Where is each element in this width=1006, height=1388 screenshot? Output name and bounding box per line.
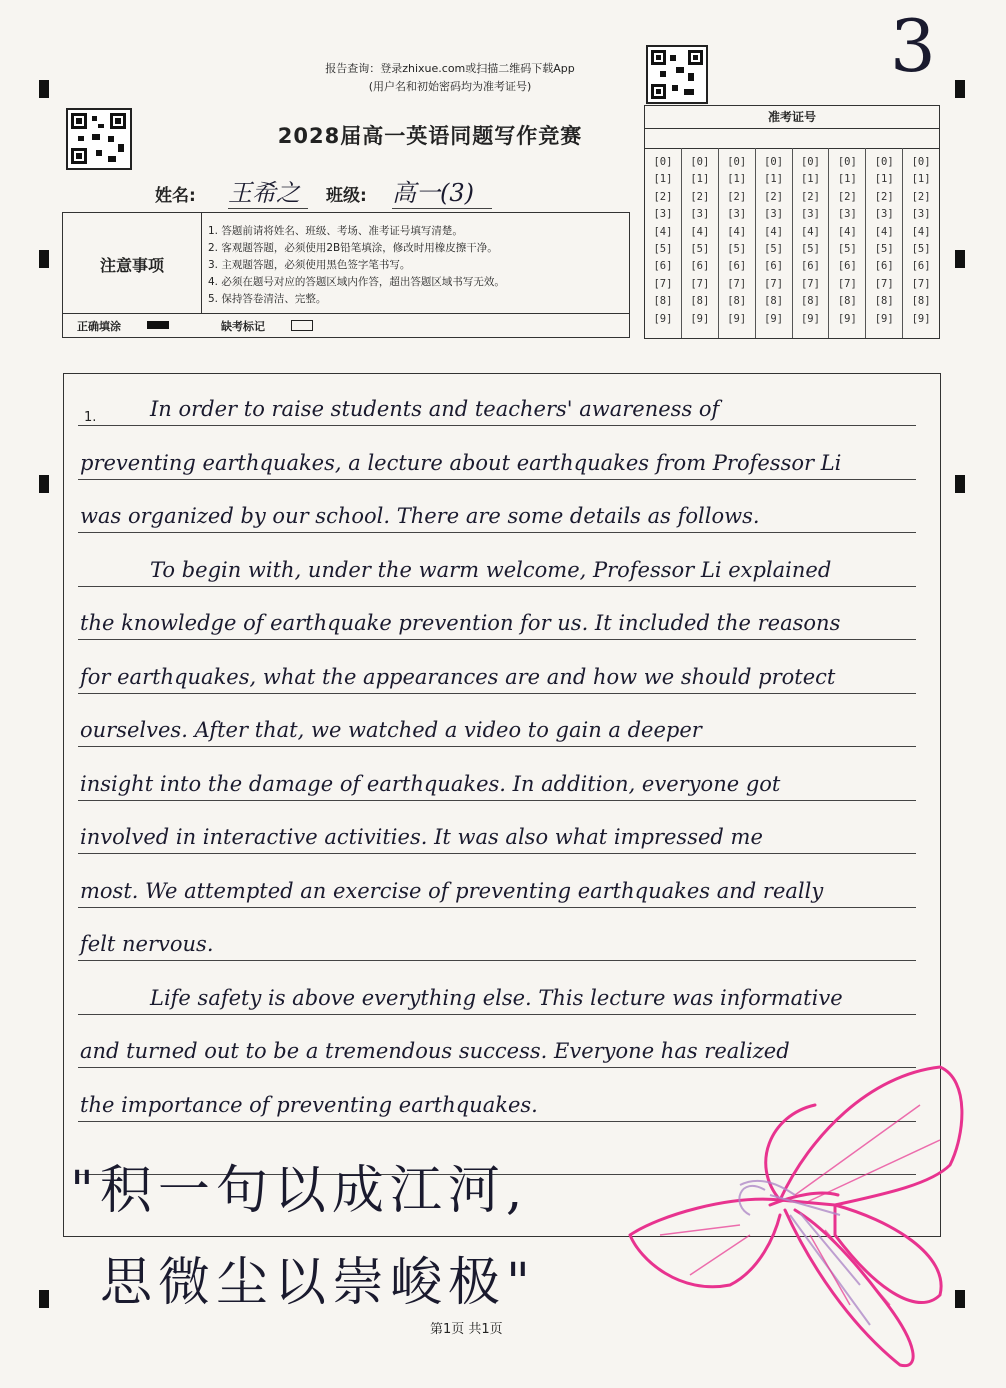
qr-code-icon bbox=[68, 110, 130, 168]
ruled-line bbox=[78, 907, 916, 908]
exam-id-bubble[interactable]: [6] bbox=[653, 260, 673, 273]
exam-id-bubble[interactable]: [4] bbox=[800, 225, 820, 238]
exam-id-bubble[interactable]: [0] bbox=[800, 156, 820, 168]
exam-id-bubble[interactable]: [2] bbox=[653, 190, 673, 203]
alignment-marker bbox=[955, 80, 965, 98]
exam-id-bubble[interactable]: [0] bbox=[690, 156, 710, 168]
exam-id-bubble[interactable]: [9] bbox=[727, 312, 747, 325]
report-query-text: 报告查询：登录zhixue.com或扫描二维码下载App bbox=[325, 62, 575, 75]
exam-id-bubble[interactable]: [3] bbox=[764, 208, 784, 221]
essay-line: preventing earthquakes, a lecture about earthquakes from Professor Li bbox=[80, 451, 842, 475]
exam-id-bubble[interactable]: [7] bbox=[911, 277, 931, 290]
exam-id-bubble[interactable]: [2] bbox=[764, 190, 784, 203]
exam-id-bubble[interactable]: [0] bbox=[874, 156, 894, 168]
alignment-marker bbox=[955, 250, 965, 268]
notice-bottom-row bbox=[63, 313, 629, 333]
absent-checkbox[interactable] bbox=[291, 320, 313, 331]
ruled-line bbox=[78, 960, 916, 961]
notice-item: 1. 答题前请将姓名、班级、考场、准考证号填写清楚。 bbox=[208, 225, 463, 237]
essay-line: insight into the damage of earthquakes. In addition, everyone got bbox=[80, 772, 781, 796]
notice-heading: 注意事项 bbox=[99, 256, 164, 275]
exam-id-bubble[interactable]: [2] bbox=[874, 190, 894, 203]
exam-id-bubble[interactable]: [7] bbox=[764, 277, 784, 290]
exam-id-bubble[interactable]: [0] bbox=[764, 156, 784, 168]
essay-line: was organized by our school. There are some details as follows. bbox=[80, 504, 760, 528]
exam-id-grid bbox=[645, 148, 939, 338]
class-value: 高一(3) bbox=[392, 173, 492, 209]
name-label: 姓名: bbox=[155, 186, 196, 206]
ruled-line bbox=[78, 800, 916, 801]
exam-id-bubble[interactable]: [3] bbox=[911, 208, 931, 221]
exam-id-bubble[interactable]: [7] bbox=[874, 277, 894, 290]
page-title: 2028届高一英语同题写作竞赛 bbox=[277, 124, 583, 148]
exam-id-column bbox=[793, 148, 830, 338]
alignment-marker bbox=[955, 475, 965, 493]
exam-id-bubble[interactable]: [3] bbox=[800, 208, 820, 221]
question-number: 1. bbox=[84, 410, 97, 425]
ruled-line bbox=[78, 693, 916, 694]
exam-id-bubble[interactable]: [3] bbox=[837, 208, 857, 221]
exam-id-bubble[interactable]: [9] bbox=[874, 312, 894, 325]
exam-id-bubble[interactable]: [7] bbox=[690, 277, 710, 290]
essay-line: the knowledge of earthquake prevention for us. It included the reasons bbox=[80, 611, 841, 635]
exam-id-bubble[interactable]: [1] bbox=[727, 173, 747, 186]
exam-id-bubble[interactable]: [6] bbox=[837, 260, 857, 273]
exam-id-bubble[interactable]: [2] bbox=[837, 190, 857, 203]
exam-id-bubble[interactable]: [1] bbox=[800, 173, 820, 186]
correct-fill-sample-icon bbox=[147, 321, 169, 329]
exam-id-bubble[interactable]: [5] bbox=[690, 243, 710, 256]
exam-id-bubble[interactable]: [4] bbox=[690, 225, 710, 238]
exam-id-bubble[interactable]: [2] bbox=[727, 190, 747, 203]
report-query-subtext: (用户名和初始密码均为准考证号) bbox=[368, 80, 532, 93]
alignment-marker bbox=[39, 475, 49, 493]
exam-id-column bbox=[682, 148, 719, 338]
exam-id-bubble[interactable]: [7] bbox=[800, 277, 820, 290]
butterfly-drawing bbox=[620, 1045, 980, 1385]
notice-item: 2. 客观题答题，必须使用2B铅笔填涂，修改时用橡皮擦干净。 bbox=[208, 242, 498, 254]
exam-id-bubble[interactable]: [0] bbox=[727, 156, 747, 168]
exam-id-column bbox=[829, 148, 866, 338]
exam-id-bubble[interactable]: [6] bbox=[874, 260, 894, 273]
exam-id-bubble[interactable]: [0] bbox=[837, 156, 857, 168]
ruled-line bbox=[78, 425, 916, 426]
exam-id-bubble[interactable]: [7] bbox=[837, 277, 857, 290]
class-label: 班级: bbox=[326, 186, 367, 206]
alignment-marker bbox=[39, 250, 49, 268]
exam-id-bubble[interactable]: [0] bbox=[911, 156, 931, 168]
exam-id-bubble[interactable]: [0] bbox=[653, 156, 673, 168]
exam-id-column bbox=[719, 148, 756, 338]
notice-list bbox=[208, 223, 505, 308]
alignment-marker bbox=[39, 1290, 49, 1308]
exam-id-bubble[interactable]: [5] bbox=[653, 243, 673, 256]
exam-id-bubble[interactable]: [8] bbox=[727, 295, 747, 308]
essay-line: ourselves. After that, we watched a video to gain a deeper bbox=[80, 718, 702, 742]
exam-id-bubble[interactable]: [4] bbox=[911, 225, 931, 238]
exam-id-bubble[interactable]: [3] bbox=[690, 208, 710, 221]
exam-id-bubble[interactable]: [5] bbox=[837, 243, 857, 256]
exam-id-bubble[interactable]: [7] bbox=[653, 277, 673, 290]
teacher-comment-line2: 思微尘以崇峻极" bbox=[100, 1253, 536, 1313]
exam-id-bubble[interactable]: [5] bbox=[727, 243, 747, 256]
essay-line: felt nervous. bbox=[80, 932, 214, 956]
exam-id-bubble[interactable]: [9] bbox=[837, 312, 857, 325]
essay-line: for earthquakes, what the appearances are and how we should protect bbox=[80, 665, 836, 689]
exam-id-bubble[interactable]: [4] bbox=[727, 225, 747, 238]
exam-id-column bbox=[903, 148, 939, 338]
exam-id-bubble[interactable]: [4] bbox=[764, 225, 784, 238]
notice-item: 5. 保持答卷清洁、完整。 bbox=[208, 293, 327, 305]
essay-line: most. We attempted an exercise of preventing earthquakes and really bbox=[80, 879, 824, 903]
ruled-line bbox=[78, 586, 916, 587]
exam-id-bubble[interactable]: [9] bbox=[653, 312, 673, 325]
exam-id-bubble[interactable]: [8] bbox=[800, 295, 820, 308]
exam-id-bubble[interactable]: [9] bbox=[800, 312, 820, 325]
exam-id-bubble[interactable]: [2] bbox=[690, 190, 710, 203]
exam-id-bubble[interactable]: [9] bbox=[690, 312, 710, 325]
exam-id-bubble[interactable]: [5] bbox=[764, 243, 784, 256]
exam-id-bubble[interactable]: [1] bbox=[911, 173, 931, 186]
teacher-comment-line1: "积一句以成江河, bbox=[70, 1161, 529, 1221]
exam-id-input-row bbox=[645, 128, 939, 149]
ruled-line bbox=[78, 532, 916, 533]
qr-code-left bbox=[66, 108, 132, 170]
exam-id-bubble[interactable]: [9] bbox=[764, 312, 784, 325]
exam-id-bubble[interactable]: [4] bbox=[653, 225, 673, 238]
exam-id-bubble[interactable]: [1] bbox=[874, 173, 894, 186]
exam-id-bubble[interactable]: [9] bbox=[911, 312, 931, 325]
absent-label: 缺考标记 bbox=[221, 320, 265, 333]
qr-code-icon bbox=[648, 47, 706, 102]
exam-id-bubble[interactable]: [5] bbox=[874, 243, 894, 256]
exam-id-box bbox=[644, 105, 940, 339]
essay-line: and turned out to be a tremendous success. Everyone has realized bbox=[80, 1039, 790, 1063]
ruled-line bbox=[78, 1014, 916, 1015]
exam-id-bubble[interactable]: [6] bbox=[727, 260, 747, 273]
essay-line: involved in interactive activities. It was also what impressed me bbox=[80, 825, 763, 849]
notice-box bbox=[62, 212, 630, 338]
qr-code-right bbox=[646, 45, 708, 104]
exam-id-bubble[interactable]: [7] bbox=[727, 277, 747, 290]
exam-id-column bbox=[645, 148, 682, 338]
exam-id-bubble[interactable]: [3] bbox=[874, 208, 894, 221]
exam-id-bubble[interactable]: [6] bbox=[911, 260, 931, 273]
alignment-marker bbox=[39, 80, 49, 98]
notice-item: 4. 必须在题号对应的答题区域内作答，超出答题区域书写无效。 bbox=[208, 276, 505, 288]
essay-line: To begin with, under the warm welcome, Professor Li explained bbox=[150, 558, 832, 582]
exam-id-bubble[interactable]: [3] bbox=[727, 208, 747, 221]
exam-id-bubble[interactable]: [1] bbox=[837, 173, 857, 186]
exam-id-bubble[interactable]: [8] bbox=[874, 295, 894, 308]
exam-id-bubble[interactable]: [2] bbox=[800, 190, 820, 203]
exam-id-bubble[interactable]: [5] bbox=[911, 243, 931, 256]
exam-id-bubble[interactable]: [3] bbox=[653, 208, 673, 221]
correct-fill-label: 正确填涂 bbox=[77, 320, 121, 333]
exam-id-bubble[interactable]: [6] bbox=[690, 260, 710, 273]
exam-id-label: 准考证号 bbox=[645, 106, 939, 129]
exam-id-bubble[interactable]: [1] bbox=[690, 173, 710, 186]
ruled-line bbox=[78, 639, 916, 640]
exam-id-bubble[interactable]: [4] bbox=[837, 225, 857, 238]
exam-id-column bbox=[866, 148, 903, 338]
notice-item: 3. 主观题答题，必须使用黑色签字笔书写。 bbox=[208, 259, 411, 271]
ruled-line bbox=[78, 746, 916, 747]
ruled-line bbox=[78, 853, 916, 854]
page-footer: 第1页 共1页 bbox=[430, 1322, 503, 1337]
exam-id-bubble[interactable]: [1] bbox=[653, 173, 673, 186]
exam-id-bubble[interactable]: [8] bbox=[653, 295, 673, 308]
exam-id-bubble[interactable]: [8] bbox=[911, 295, 931, 308]
exam-id-bubble[interactable]: [8] bbox=[764, 295, 784, 308]
page-number-mark: 3 bbox=[890, 4, 936, 88]
exam-id-bubble[interactable]: [4] bbox=[874, 225, 894, 238]
exam-id-bubble[interactable]: [5] bbox=[800, 243, 820, 256]
exam-id-bubble[interactable]: [8] bbox=[690, 295, 710, 308]
essay-line: Life safety is above everything else. This lecture was informative bbox=[150, 986, 843, 1010]
exam-id-bubble[interactable]: [8] bbox=[837, 295, 857, 308]
exam-id-bubble[interactable]: [6] bbox=[800, 260, 820, 273]
ruled-line bbox=[78, 479, 916, 480]
essay-line: the importance of preventing earthquakes. bbox=[80, 1093, 538, 1117]
exam-id-bubble[interactable]: [1] bbox=[764, 173, 784, 186]
notice-divider bbox=[201, 213, 202, 313]
name-value: 王希之 bbox=[228, 173, 308, 209]
exam-id-column bbox=[756, 148, 793, 338]
essay-line: In order to raise students and teachers' awareness of bbox=[150, 397, 720, 421]
exam-id-bubble[interactable]: [2] bbox=[911, 190, 931, 203]
exam-id-bubble[interactable]: [6] bbox=[764, 260, 784, 273]
